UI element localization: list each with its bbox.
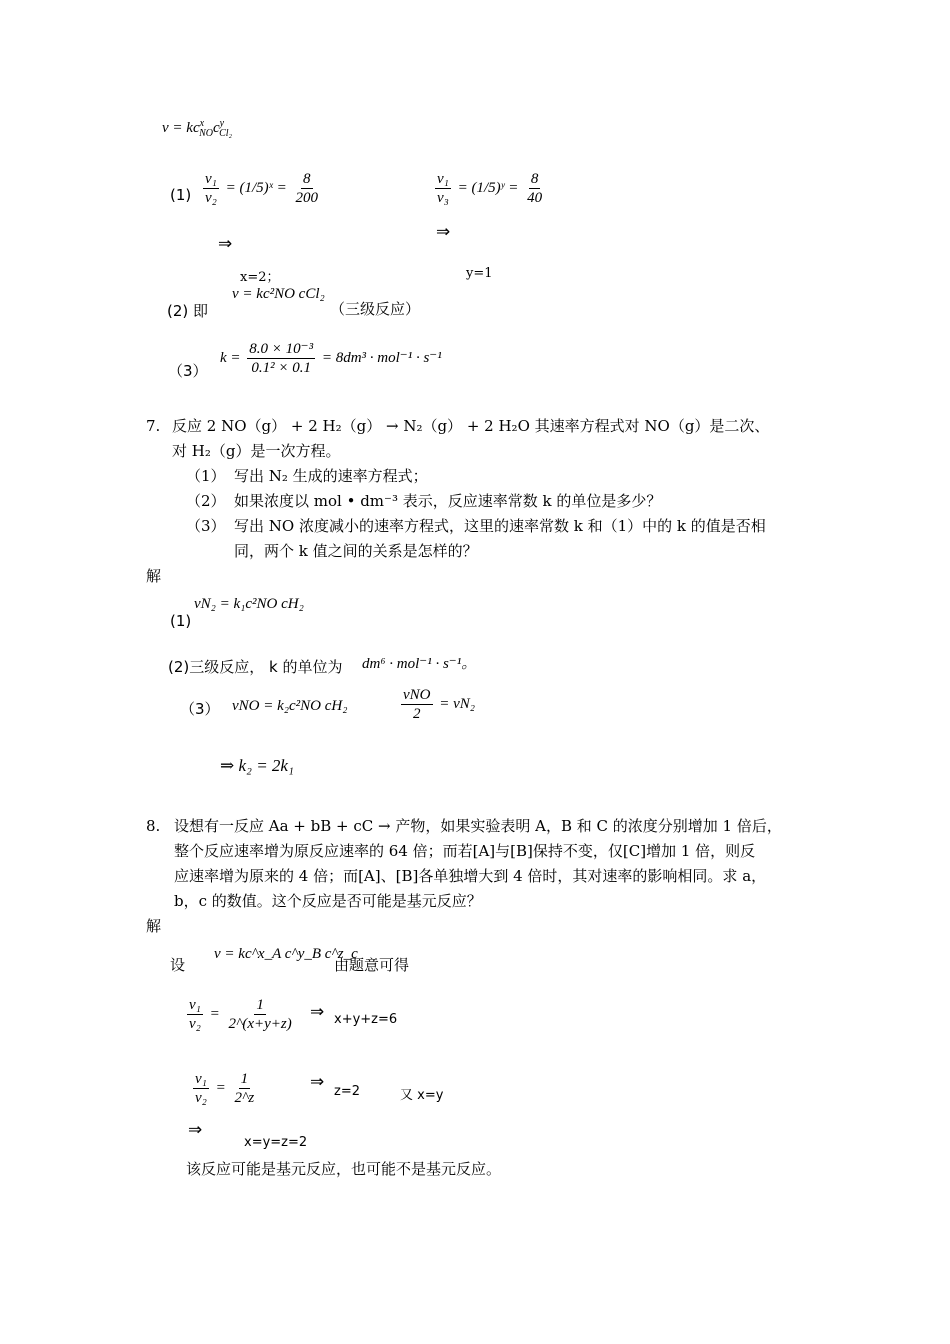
final-result: x=y=z=2: [244, 1135, 308, 1150]
set-note: 由题意可得: [334, 956, 410, 974]
implies-arrow: ⇒: [310, 1072, 325, 1092]
conclusion: 该反应可能是基元反应，也可能不是基元反应。: [186, 1160, 502, 1178]
sub-question-number: （2）: [186, 492, 226, 510]
set-equation: v = kc^x_A c^y_B c^z_c: [214, 946, 358, 962]
step1-equation-y: $\frac{\text{v₁}}{\text{v₃}}$ = (1/5)ʸ = $\frac{8}{40}$: [437, 171, 543, 206]
z-result: z=2: [334, 1084, 360, 1099]
sub-question-number: （1）: [186, 467, 226, 485]
sub-question-text: 如果浓度以 mol • dm⁻³ 表示，反应速率常数 k 的单位是多少？: [234, 492, 662, 510]
step2-note: （三级反应）: [330, 300, 421, 318]
answer3-label: （3）: [180, 700, 220, 718]
answer-label: 解: [146, 917, 162, 935]
step2-label: (2) 即: [167, 302, 209, 320]
question-number: 7.: [146, 417, 161, 435]
sub-question-number: （3）: [186, 517, 226, 535]
sub-question-text: 写出 N₂ 生成的速率方程式；: [234, 467, 428, 485]
ratio-equation-1: $\frac{\text{v₁}}{\text{v₂}}$ = $\frac{1}{2\^{}(x+y+z)}$: [189, 997, 292, 1032]
answer3-equation: vNO = k₂c²NO cH₂: [232, 698, 348, 714]
sub-question-text: 同，两个 k 值之间的关系是怎样的？: [234, 542, 478, 560]
implies-arrow: ⇒: [188, 1120, 203, 1140]
y-result: y=1: [466, 266, 493, 281]
sum-result: x+y+z=6: [334, 1012, 398, 1027]
step1-equation-x: $\frac{\text{v₁}}{\text{v₂}}$ = (1/5)ˣ = $\frac{8}{200}$: [205, 171, 319, 206]
step3-equation: k = $\frac{\text{8.0 × 10⁻³}}{\text{0.1² × 0.1}}$ = 8dm³ · mol⁻¹ · s⁻¹: [220, 341, 442, 376]
question-text: b，c 的数值。这个反应是否可能是基元反应？: [174, 892, 482, 910]
question-text: 反应 2 NO（g） + 2 H₂（g） → N₂（g） + 2 H₂O 其速率方程式对 NO（g）是二次、: [172, 417, 770, 435]
answer2-unit: dm⁶ · mol⁻¹ · s⁻¹。: [362, 656, 477, 672]
rate-equation: $v = kc^x_{NO}c^y_{Cl_2}$: [162, 118, 233, 139]
step1-label: (1): [170, 186, 192, 204]
answer2-text: (2)三级反应， k 的单位为: [168, 658, 343, 676]
question-text: 对 H₂（g）是一次方程。: [172, 442, 341, 460]
answer1-label: (1): [170, 612, 192, 630]
set-label: 设: [170, 956, 186, 974]
ratio-equation-2: $\frac{\text{v₁}}{\text{v₂}}$ = $\frac{1}{2\^{}z}$: [195, 1071, 255, 1106]
answer-label: 解: [146, 567, 162, 585]
question-text: 整个反应速率增为原反应速率的 64 倍；而若[A]与[B]保持不变，仅[C]增加 1 倍，则反: [174, 842, 756, 860]
step3-label: （3）: [168, 362, 208, 380]
answer3-result: ⇒ k₂ = 2k₁: [220, 756, 294, 775]
x-result: x=2；: [240, 270, 280, 285]
question-text: 应速率增为原来的 4 倍；而[A]、[B]各单独增大到 4 倍时，其对速率的影响相同。求 a，: [174, 867, 767, 885]
answer1-equation: vN₂ = k₁c²NO cH₂: [194, 596, 304, 612]
question-number: 8.: [146, 817, 161, 835]
step2-equation: v = kc²NO cCl₂: [232, 286, 325, 302]
implies-arrow: ⇒: [436, 222, 451, 242]
implies-arrow: ⇒: [310, 1002, 325, 1022]
question-text: 设想有一反应 Aa + bB + cC → 产物，如果实验表明 A，B 和 C 的浓度分别增加 1 倍后，: [174, 817, 782, 835]
sub-question-text: 写出 NO 浓度减小的速率方程式，这里的速率常数 k 和（1）中的 k 的值是否相: [234, 517, 766, 535]
answer3-fraction: $\frac{\text{vNO}}{2}$ = vN₂: [403, 687, 475, 722]
xy-equal: 又 x=y: [400, 1088, 444, 1103]
implies-arrow: ⇒: [218, 234, 233, 254]
